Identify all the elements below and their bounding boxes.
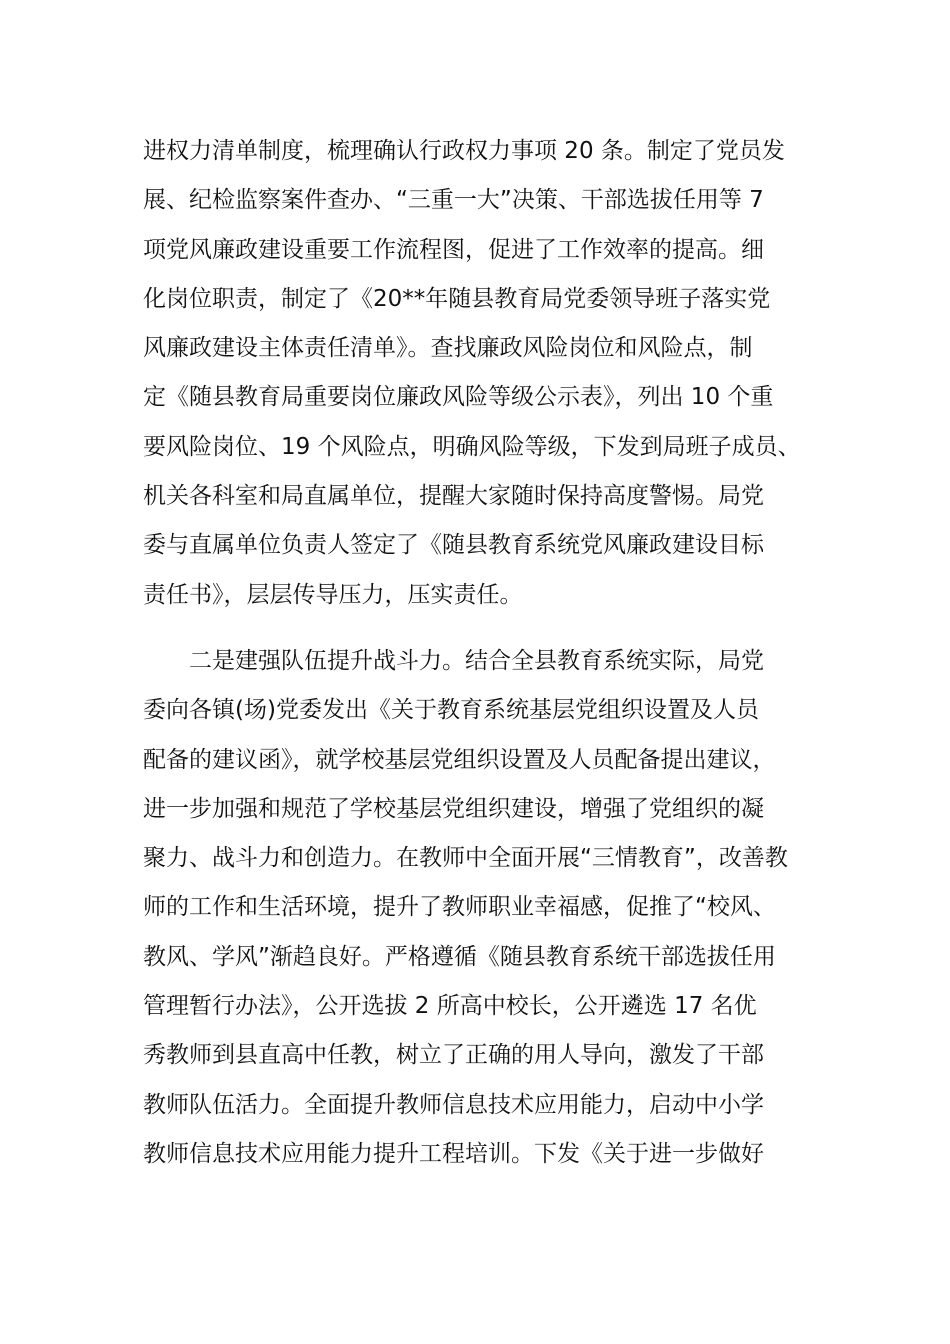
paragraph-line: 要风险岗位、19 个风险点，明确风险等级，下发到局班子成员、: [143, 433, 801, 460]
paragraph-2: [143, 637, 823, 1179]
paragraph-line: 项党风廉政建设重要工作流程图，促进了工作效率的提高。细: [143, 236, 764, 263]
paragraph-line: 管理暂行办法》，公开选拔 2 所高中校长，公开遴选 17 名优: [143, 993, 757, 1020]
paragraph-line: 师的工作和生活环境，提升了教师职业幸福感，促推了“校风、: [143, 894, 776, 921]
paragraph-first-line: 二是建强队伍提升战斗力。结合全县教育系统实际，局党: [189, 648, 764, 674]
paragraph-line: 聚力、战斗力和创造力。在教师中全面开展“三情教育”，改善教: [143, 845, 788, 872]
paragraph-line: 进权力清单制度，梳理确认行政权力事项 20 条。制定了党员发: [143, 138, 785, 164]
paragraph-line: 教师队伍活力。全面提升教师信息技术应用能力，启动中小学: [143, 1091, 764, 1118]
paragraph-line: 进一步加强和规范了学校基层党组织建设，增强了党组织的凝: [143, 795, 764, 822]
paragraph-line: 展、纪检监察案件查办、“三重一大”决策、干部选拔任用等 7: [143, 187, 764, 214]
paragraph-1: [143, 127, 823, 620]
paragraph-line: 风廉政建设主体责任清单》。查找廉政风险岗位和风险点，制: [143, 335, 753, 362]
paragraph-line: 委向各镇(场)党委发出《关于教育系统基层党组织设置及人员: [143, 697, 759, 724]
paragraph-line: 教风、学风”渐趋良好。严格遵循《随县教育系统干部选拔任用: [143, 943, 776, 970]
paragraph-line: 机关各科室和局直属单位，提醒大家随时保持高度警惕。局党: [143, 483, 764, 510]
paragraph-line: 配备的建议函》，就学校基层党组织设置及人员配备提出建议，: [143, 746, 776, 773]
paragraph-line: 委与直属单位负责人签定了《随县教育系统党风廉政建设目标: [143, 532, 764, 559]
paragraph-line: 秀教师到县直高中任教，树立了正确的用人导向，激发了干部: [143, 1042, 764, 1069]
paragraph-line: 化岗位职责，制定了《20**年随县教育局党委领导班子落实党: [143, 285, 771, 312]
paragraph-line: 定《随县教育局重要岗位廉政风险等级公示表》，列出 10 个重: [143, 384, 774, 411]
paragraph-line: 教师信息技术应用能力提升工程培训。下发《关于进一步做好: [143, 1140, 764, 1167]
paragraph-line: 责任书》，层层传导压力，压实责任。: [143, 581, 523, 608]
